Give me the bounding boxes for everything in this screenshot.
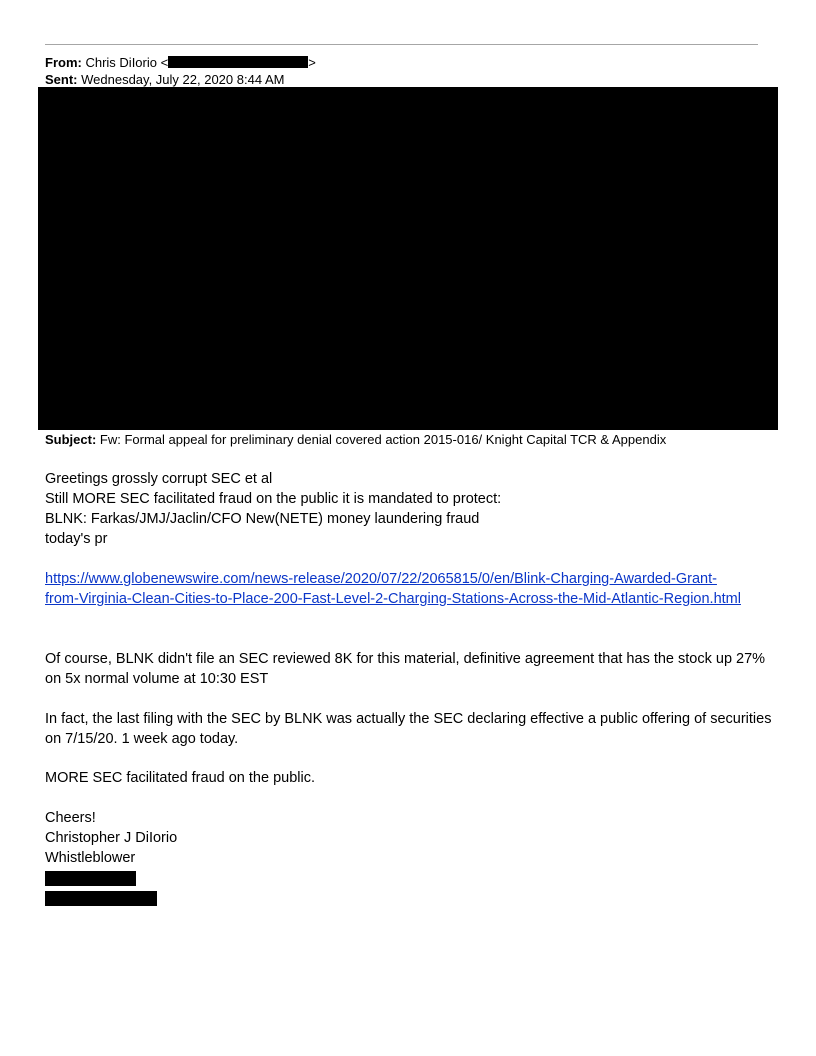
from-name: Chris DiIorio < <box>85 55 169 70</box>
signature-title: Whistleblower <box>45 850 136 866</box>
sent-value: Wednesday, July 22, 2020 8:44 AM <box>81 72 285 87</box>
redacted-email <box>168 56 308 68</box>
body-line-4: today's pr <box>45 531 108 547</box>
paragraph-2-line-1: In fact, the last filing with the SEC by BLNK was actually the SEC declaring effective a public offering of securities <box>45 711 772 727</box>
redacted-signature-line-2 <box>45 891 157 906</box>
greeting: Greetings grossly corrupt SEC et al <box>45 471 273 487</box>
paragraph-2-line-2: on 7/15/20. 1 week ago today. <box>45 731 239 747</box>
press-release-link-line-1[interactable]: https://www.globenewswire.com/news-release/2020/07/22/2065815/0/en/Blink-Charging-Awarded-Grant- <box>45 571 717 587</box>
subject-label: Subject: <box>45 432 97 447</box>
paragraph-1-line-1: Of course, BLNK didn't file an SEC reviewed 8K for this material, definitive agreement that has the stock up 27% <box>45 651 766 667</box>
sent-line <box>45 72 284 88</box>
sent-label: Sent: <box>45 72 78 87</box>
redacted-recipients-block <box>38 87 778 430</box>
header-divider <box>45 44 758 45</box>
press-release-link-line-2[interactable]: from-Virginia-Clean-Cities-to-Place-200-Fast-Level-2-Charging-Stations-Across-the-Mid-Atlantic-Region.html <box>45 591 741 607</box>
closing: Cheers! <box>45 810 96 826</box>
redacted-signature-line-1 <box>45 871 136 886</box>
from-label: From: <box>45 55 82 70</box>
from-suffix: > <box>308 55 316 70</box>
body-line-3: BLNK: Farkas/JMJ/Jaclin/CFO New(NETE) money laundering fraud <box>45 511 480 527</box>
body-line-2: Still MORE SEC facilitated fraud on the public it is mandated to protect: <box>45 491 502 507</box>
subject-line <box>45 432 666 448</box>
from-line <box>45 55 316 71</box>
signature-name: Christopher J DiIorio <box>45 830 178 846</box>
paragraph-3: MORE SEC facilitated fraud on the public. <box>45 770 315 786</box>
paragraph-1-line-2: on 5x normal volume at 10:30 EST <box>45 671 269 687</box>
subject-value: Fw: Formal appeal for preliminary denial covered action 2015-016/ Knight Capital TCR & Appendix <box>99 432 667 447</box>
